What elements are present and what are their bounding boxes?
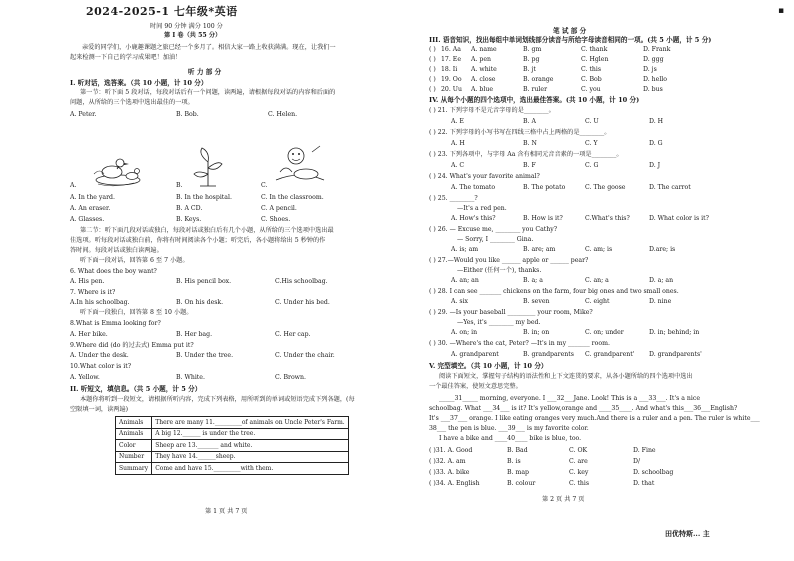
q10-option-a: A. Yellow. — [70, 374, 100, 381]
q34-option-a: ( )34. A. English — [429, 480, 480, 487]
q25-option-b: B. How is it? — [523, 215, 563, 222]
page-1-footer: 第 1 页 共 7 页 — [205, 508, 248, 515]
phonics-q17-paren: ( ) — [429, 56, 436, 63]
q8-option-b: B. Her bag. — [176, 331, 213, 338]
passage-line-5: I have a bike and ____40____ bike is blue, too. — [439, 435, 582, 442]
q9-option-c: C. Under the chair. — [275, 352, 335, 359]
q24-option-d: D. The carrot — [649, 184, 691, 191]
table-row: Number They have 14.______sheep. — [116, 451, 349, 463]
q28-option-a: A. six — [451, 298, 469, 305]
q3-option-b: B. In the hospital. — [176, 194, 232, 201]
q25-reply: —It's a red pen. — [457, 205, 507, 212]
q30-option-a: A. grandparent — [451, 351, 499, 358]
q30-option-b: B. grandparents — [523, 351, 574, 358]
q22-stem: ( ) 22. 下列字母的小写书写在四线三格中占上两格的是________。 — [429, 129, 611, 136]
q27-option-c: C. an; a — [585, 277, 609, 284]
q10-stem: 10.What color is it? — [70, 363, 132, 370]
phonics-q19-option-b: B. orange — [523, 76, 554, 83]
q33-option-c: C. key — [569, 469, 589, 476]
q9-option-a: A. Under the desk. — [70, 352, 129, 359]
q28-option-c: C. eight — [585, 298, 610, 305]
phonics-q19-option-a: A. close — [471, 76, 496, 83]
q32-option-a: ( )32. A. am — [429, 458, 466, 465]
q34-option-b: B. colour — [507, 480, 536, 487]
table-row: Summary Come and have 15._________with them. — [116, 463, 349, 475]
q7-option-b: B. On his desk. — [176, 299, 224, 306]
phonics-q20-option-a: A. blue — [471, 86, 493, 93]
phonics-q20-option-c: C. you — [581, 86, 601, 93]
written-part-header: 笔 试 部 分 — [553, 27, 587, 35]
q22-option-c: C. Y — [585, 140, 598, 147]
sec2-title: II. 听短文，填信息。（共 5 小题，计 5 分） — [70, 385, 202, 393]
q26-stem: ( ) 26. — Excuse me, ________ you Cathy? — [429, 226, 558, 233]
dialogue-2-instructions: 听下面一段独白，回答第 8 至 10 小题。 — [80, 309, 193, 316]
part1-header: 第 I 卷（共 55 分） — [164, 32, 222, 39]
q31-option-b: B. Bad — [507, 447, 528, 454]
sec5-title: V. 完型填空。（共 10 小题，计 10 分） — [429, 362, 548, 370]
q3-option-a: A. In the yard. — [70, 194, 115, 201]
phonics-q19-paren: ( ) — [429, 76, 436, 83]
q31-option-d: D. Fine — [633, 447, 656, 454]
q32-option-b: B. is — [507, 458, 521, 465]
q22-option-a: A. H — [451, 140, 465, 147]
sec1-part2-line-4: 听下面一段对话，回答第 6 至 7 小题。 — [80, 257, 189, 264]
phonics-q17-option-a: A. pen — [471, 56, 492, 63]
q4-option-c: C. A pencil. — [261, 205, 297, 212]
q8-option-a: A. Her bike. — [70, 331, 108, 338]
sec5-line-2: 一个最佳答案，使短文意思完整。 — [429, 383, 522, 390]
q30-stem: ( ) 30. —Where's the cat, Peter? —It's in my _______ room. — [429, 340, 610, 347]
q1-option-a: A. Peter. — [70, 111, 97, 118]
phonics-q20-paren: ( ) — [429, 86, 436, 93]
q22-option-b: B. N — [523, 140, 537, 147]
q29-option-a: A. on; in — [451, 329, 478, 336]
q27-option-b: B. a; a — [523, 277, 543, 284]
right-page — [397, 0, 794, 561]
q23-option-d: D. J — [649, 162, 661, 169]
farm-scene-illustration — [272, 142, 328, 188]
q31-option-a: ( )31. A. Good — [429, 447, 473, 454]
q21-option-d: D. H — [649, 118, 664, 125]
q25-option-a: A. How's this? — [451, 215, 496, 222]
q21-option-c: C. U — [585, 118, 599, 125]
q26-option-b: B. are; am — [523, 246, 556, 253]
sec1-part2-line-1: 第二节：听下面几段对话或独白，每段对话或独白后有几个小题，从所给的三个选项中选出最 — [80, 227, 334, 234]
q34-option-c: C. this — [569, 480, 590, 487]
q27-option-a: A. an; an — [451, 277, 479, 284]
q23-option-c: C. G — [585, 162, 599, 169]
q1-option-b: B. Bob. — [176, 111, 199, 118]
q6-option-b: B. His pencil box. — [176, 278, 232, 285]
phonics-q17-option-b: B. pg — [523, 56, 540, 63]
sec2-line-1: 本题你将听到一段短文，请根据所听内容，完成下列表格，用所听到的单词或短语完成下列各题，(每 — [80, 396, 355, 403]
intro-line-2: 起来检测一下自己的学习成果吧！加油！ — [70, 54, 182, 61]
sec2-line-2: 空限填一词，读两遍) — [70, 406, 129, 413]
q1-option-c: C. Helen. — [268, 111, 298, 118]
q27-stem: ( ) 27.—Would you like ______ apple or ______ pear? — [429, 257, 589, 264]
q23-stem: ( ) 23. 下列各项中，与字母 Aa 含有相同元音音素的一项是________。 — [429, 151, 623, 158]
q6-option-a: A. His pen. — [70, 278, 105, 285]
page-2-footer: 第 2 页 共 7 页 — [542, 496, 585, 503]
q7-stem: 7. Where is it? — [70, 289, 116, 296]
phonics-q18-option-b: B. jt — [523, 66, 536, 73]
phonics-q17-number: 17. Ee — [441, 56, 461, 63]
q32-option-c: C. are — [569, 458, 588, 465]
time-info: 时间 90 分钟 满分 100 分 — [150, 23, 223, 30]
q29-option-d: D. in; behind; in — [649, 329, 700, 336]
sec1-part2-line-3: 答时间。每段对话或独白读两遍。 — [70, 247, 163, 254]
q8-stem: 8.What is Emma looking for? — [70, 320, 161, 327]
passage-line-3: It's ___37___ orange. I like eating oranges very much.And there is a ruler and a pen. The ruler is white___ — [429, 415, 760, 422]
sec5-line-1: 阅读下面短文，掌握句子结构的语法性和上下文连贯的要求，从各小题所给的四个选项中选出 — [439, 373, 693, 380]
q23-option-a: A. C — [451, 162, 465, 169]
plant-illustration — [188, 146, 228, 190]
q24-option-c: C. The goose — [585, 184, 626, 191]
q29-option-c: C. on; under — [585, 329, 624, 336]
q33-option-d: D. schoolbag — [633, 469, 674, 476]
sec1-para-1: 第一节：听下面 5 段对话，每段对话后有一个问题，读两遍，请根据每段对话的内容和后面的 — [80, 89, 336, 96]
intro-line-1: 亲爱的同学们，小鹿趣课题之旅已经一个多月了。相信大家一路上收获满满。现在，让我们一 — [82, 44, 336, 51]
q28-option-b: B. seven — [523, 298, 550, 305]
phonics-q18-option-d: D. js — [643, 66, 657, 73]
q21-stem: ( ) 21. 下列字母不是元音字母的是________。 — [429, 107, 555, 114]
exam-title: 2024-2025-1 七年级*英语 — [86, 5, 238, 18]
q30-option-d: D. grandparents' — [649, 351, 702, 358]
q22-option-d: D. G — [649, 140, 663, 147]
summary-table — [115, 416, 349, 475]
phonics-q18-option-c: C. this — [581, 66, 602, 73]
phonics-q17-option-d: D. ggg — [643, 56, 664, 63]
q7-option-c: C. Under his bed. — [275, 299, 330, 306]
phonics-q20-option-b: B. ruler — [523, 86, 548, 93]
phonics-q16-number: 16. Aa — [441, 46, 461, 53]
q2-option-a: A. — [70, 182, 77, 189]
phonics-q17-option-c: C. Hglen — [581, 56, 609, 63]
watermark-text: 田优特斯... 主 — [665, 529, 710, 538]
q33-option-b: B. map — [507, 469, 529, 476]
q6-option-c: C.His schoolbag. — [275, 278, 328, 285]
phonics-q18-number: 18. Ii — [441, 66, 458, 73]
sec1-part2-line-2: 佳选项。听每段对话或独白前，你将有时间阅读各个小题；听完后，各小题将给出 5 秒钟的作 — [70, 237, 326, 244]
q24-option-b: B. The potato — [523, 184, 566, 191]
table-row: Color Sheep are 13._______ and white. — [116, 440, 349, 452]
phonics-q19-number: 19. Oo — [441, 76, 462, 83]
table-row: Animals There are many 11._________of animals on Uncle Peter's Farm. — [116, 417, 349, 429]
phonics-q20-option-d: D. bus — [643, 86, 663, 93]
passage-line-2: schoolbag. What ___34___ is it? It's yellow,orange and ____35____. And what's this___36___English? — [429, 405, 738, 412]
q31-option-c: C. OK — [569, 447, 588, 454]
q2-option-c: C. — [261, 182, 268, 189]
q5-option-b: B. Keys. — [176, 216, 202, 223]
q29-stem: ( ) 29. —Is your baseball _________ your room, Mike? — [429, 309, 593, 316]
q5-option-c: C. Shoes. — [261, 216, 291, 223]
q4-option-a: A. An eraser. — [70, 205, 111, 212]
q9-option-b: B. Under the tree. — [176, 352, 234, 359]
phonics-q18-option-a: A. white — [471, 66, 497, 73]
sec1-title: I. 听对话，选答案。（共 10 小题，计 10 分） — [70, 79, 208, 87]
q32-option-d: D/ — [633, 458, 641, 465]
ducks-illustration — [84, 150, 148, 192]
q6-stem: 6. What does the boy want? — [70, 268, 157, 275]
table-row: Animals A big 12.______ is under the tree. — [116, 428, 349, 440]
q4-option-b: B. A CD. — [176, 205, 203, 212]
listening-header: 听 力 部 分 — [188, 68, 222, 76]
q7-option-a: A.In his schoolbag. — [70, 299, 130, 306]
q5-option-a: A. Glasses. — [70, 216, 105, 223]
q25-option-d: D. What color is it? — [649, 215, 709, 222]
sec4-title: IV. 从每个小题的四个选项中，选出最佳答案。(共 10 小题，计 10 分) — [429, 96, 640, 104]
q10-option-b: B. White. — [176, 374, 205, 381]
q23-option-b: B. F — [523, 162, 536, 169]
q28-option-d: D. nine — [649, 298, 672, 305]
corner-mark: ▪ — [778, 6, 785, 16]
q33-option-a: ( )33. A. bike — [429, 469, 470, 476]
phonics-q18-paren: ( ) — [429, 66, 436, 73]
q3-option-c: C. In the classroom. — [261, 194, 324, 201]
q26-option-a: A. is; am — [451, 246, 479, 253]
q21-option-a: A. E — [451, 118, 464, 125]
q34-option-d: D. that — [633, 480, 655, 487]
q25-option-c: C.What's this? — [585, 215, 630, 222]
sec3-title: III. 语音知识，找出每组中单词划线部分读音与所给字母读音相同的一项。(共 5 小题，计 5 分) — [429, 36, 712, 44]
q24-option-a: A. The tomato — [451, 184, 496, 191]
q9-stem: 9.Where did (do 的过去式) Emma put it? — [70, 342, 194, 349]
q27-reply: —Either (任何一个), thanks. — [457, 267, 542, 274]
phonics-q16-option-b: B. gm — [523, 46, 542, 53]
phonics-q19-option-c: C. Bob — [581, 76, 602, 83]
q28-stem: ( ) 28. I can see _______ chickens on the farm, four big ones and two small ones. — [429, 288, 679, 295]
q27-option-d: D. a; an — [649, 277, 674, 284]
passage-line-1: _____31_____ morning, everyone. I ___32___Jane. Look! This is a ___33___. It's a nice — [439, 395, 701, 402]
phonics-q16-option-a: A. name — [471, 46, 497, 53]
phonics-q16-paren: ( ) — [429, 46, 436, 53]
q25-stem: ( ) 25. ________? — [429, 195, 478, 202]
q24-stem: ( ) 24. What's your favorite animal? — [429, 173, 540, 180]
q29-reply: —Yes, it's ________ my bed. — [457, 319, 541, 326]
q29-option-b: B. in; on — [523, 329, 550, 336]
q26-option-c: C. am; is — [585, 246, 613, 253]
q2-option-b: B. — [176, 182, 183, 189]
sec1-para-2: 问题，从所给的三个选项中选出最佳的一项。 — [70, 99, 194, 106]
q26-reply: — Sorry, I ________ Gina. — [457, 236, 534, 243]
phonics-q16-option-d: D. Frank — [643, 46, 671, 53]
phonics-q16-option-c: C. thank — [581, 46, 608, 53]
phonics-q20-number: 20. Uu — [441, 86, 463, 93]
q26-option-d: D.are; is — [649, 246, 676, 253]
q10-option-c: C. Brown. — [275, 374, 306, 381]
phonics-q19-option-d: D. hello — [643, 76, 668, 83]
passage-line-4: 38___ the pen is blue. ___39___ is my favorite color. — [429, 425, 589, 432]
q8-option-c: C. Her cap. — [275, 331, 311, 338]
q21-option-b: B. A — [523, 118, 536, 125]
q30-option-c: C. grandparent' — [585, 351, 635, 358]
